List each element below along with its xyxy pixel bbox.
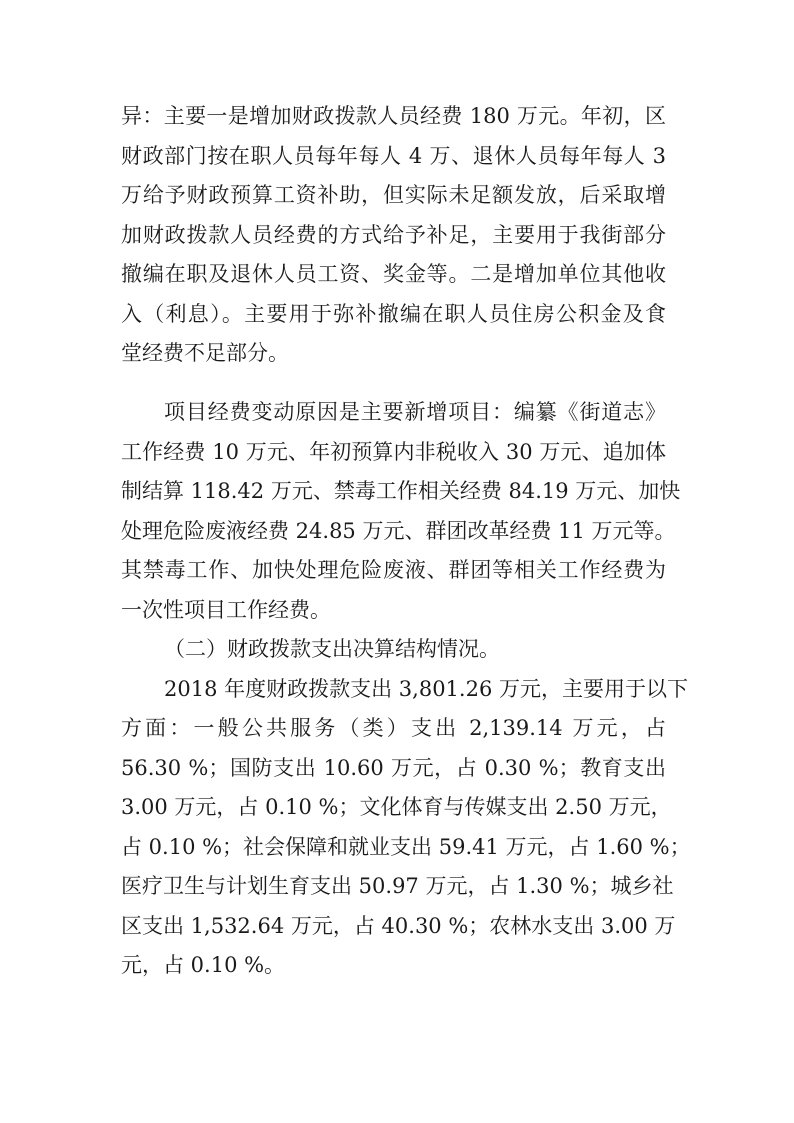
paragraph-1-line-2: 财政部门按在职人员每年每人 4 万、退休人员每年每人 3: [121, 144, 666, 168]
paragraph-2-line-3: 制结算 118.42 万元、禁毒工作相关经费 84.19 万元、加快: [121, 479, 681, 503]
paragraph-1-line-6: 入（利息）。主要用于弥补撤编在职人员住房公积金及食: [121, 302, 666, 326]
paragraph-3-line-1: 2018 年度财政拨款支出 3,801.26 万元，主要用于以下: [164, 677, 688, 701]
paragraph-2-line-6: 一次性项目工作经费。: [121, 598, 331, 622]
paragraph-3-line-6: 医疗卫生与计划生育支出 50.97 万元，占 1.30 %；城乡社: [121, 874, 674, 898]
paragraph-3-line-5: 占 0.10 %；社会保障和就业支出 59.41 万元，占 1.60 %；: [121, 835, 691, 859]
paragraph-2-line-2: 工作经费 10 万元、年初预算内非税收入 30 万元、追加体: [121, 440, 666, 464]
paragraph-2-line-4: 处理危险废液经费 24.85 万元、群团改革经费 11 万元等。: [121, 519, 676, 543]
paragraph-3-line-7: 区支出 1,532.64 万元，占 40.30 %；农林水支出 3.00 万: [121, 914, 676, 938]
paragraph-1-line-5: 撤编在职及退休人员工资、奖金等。二是增加单位其他收: [121, 262, 666, 286]
paragraph-1-line-1: 异：主要一是增加财政拨款人员经费 180 万元。年初，区: [121, 104, 666, 128]
paragraph-1-line-3: 万给予财政预算工资补助，但实际未足额发放，后采取增: [121, 183, 666, 207]
paragraph-3-line-3: 56.30 %；国防支出 10.60 万元，占 0.30 %；教育支出: [121, 756, 666, 780]
paragraph-3-line-2: 方面：一般公共服务（类）支出 2,139.14 万元，占: [121, 716, 666, 740]
paragraph-3-line-4: 3.00 万元，占 0.10 %；文化体育与传媒支出 2.50 万元，: [121, 795, 672, 819]
paragraph-2-line-5: 其禁毒工作、加快处理危险废液、群团等相关工作经费为: [121, 558, 666, 582]
section-heading: （二）财政拨款支出决算结构情况。: [164, 637, 500, 661]
paragraph-1-line-7: 堂经费不足部分。: [121, 341, 289, 365]
paragraph-3-line-8: 元，占 0.10 %。: [121, 953, 286, 977]
paragraph-1-line-4: 加财政拨款人员经费的方式给予补足，主要用于我街部分: [121, 223, 666, 247]
paragraph-2-line-1: 项目经费变动原因是主要新增项目：编纂《街道志》: [164, 400, 666, 424]
